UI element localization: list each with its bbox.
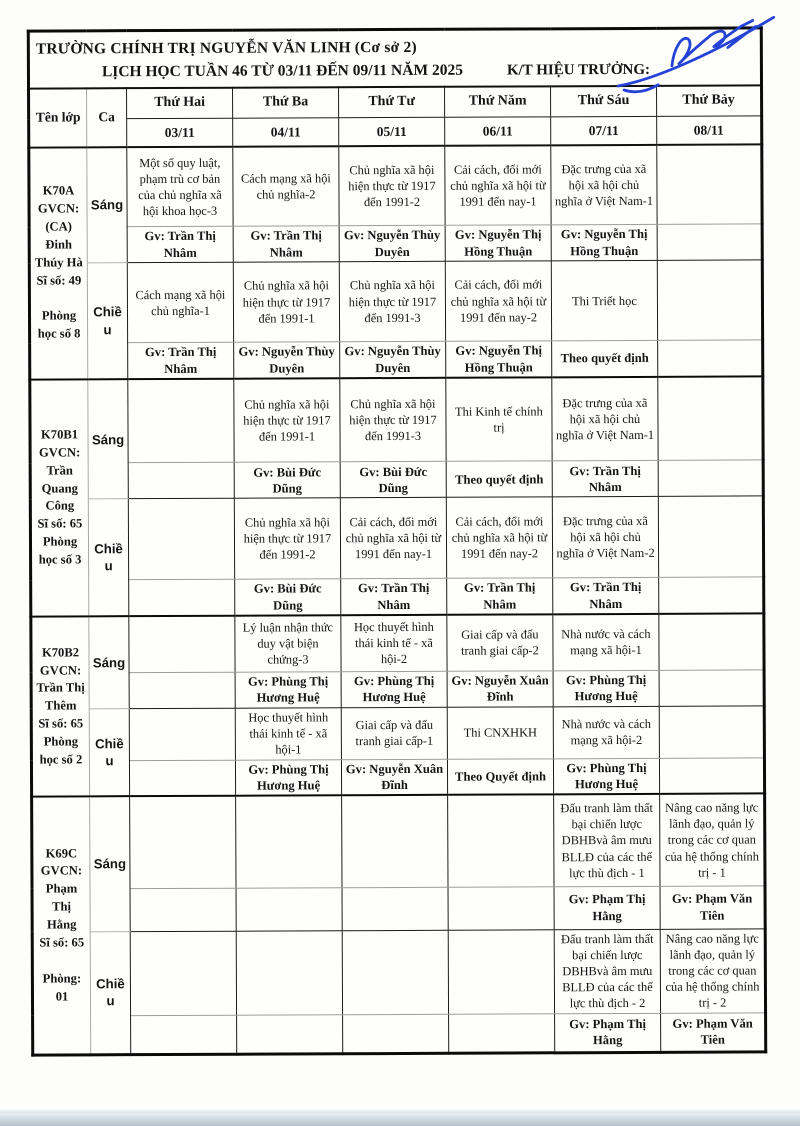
subject-cell: Học thuyết hình thái kinh tế - xã hội-2 (341, 615, 447, 671)
subject-cell: Đặc trưng của xã hội xã hội chủ nghĩa ở Việt Nam-1 (551, 144, 657, 224)
subject-cell: Chủ nghĩa xã hội hiện thực từ 1917 đến 1991-2 (234, 498, 340, 579)
subject-cell (236, 931, 342, 1015)
teacher-cell: Gv: Trần Thị Nhâm (553, 578, 659, 615)
teacher-cell: Gv: Nguyễn Thùy Duyên (340, 341, 446, 378)
subject-cell: Cải cách, đổi mới chủ nghĩa xã hội từ 1991 đến nay-1 (340, 498, 446, 579)
schedule-title: LỊCH HỌC TUẦN 46 TỪ 03/11 ĐẾN 09/11 NĂM 2025 (101, 61, 463, 81)
subject-cell: Đấu tranh làm thất bại chiến lược DBHBvà âm mưu BLLĐ của các thế lực thù địch - 1 (554, 794, 660, 886)
title-band (28, 28, 761, 88)
subject-cell: Nâng cao năng lực lãnh đạo, quản lý trong các cơ quan của hệ thống chính trị - 1 (660, 794, 765, 886)
subject-cell: Một số quy luật, phạm trù cơ bản của chủ nghĩa xã hội khoa học-3 (127, 146, 233, 226)
day-header: Thứ Hai (127, 87, 233, 118)
day-header: Thứ Sáu (551, 85, 657, 116)
session-label-chieu: Chiều (89, 708, 129, 796)
teacher-cell (449, 1014, 555, 1053)
day-header: Thứ Năm (445, 86, 551, 117)
subject-cell (659, 613, 764, 669)
subject-cell: Thi Kinh tế chính trị (446, 377, 552, 461)
teacher-cell (659, 669, 764, 705)
session-label-sang: Sáng (89, 616, 129, 708)
teacher-cell (128, 463, 234, 499)
teacher-cell: Gv: Phùng Thị Hương Huệ (553, 758, 659, 795)
subject-cell: Giai cấp và đấu tranh giai cấp-1 (341, 707, 447, 759)
session-label-chieu: Chiều (90, 931, 131, 1054)
scan-edge-artifact (0, 1113, 800, 1126)
subject-cell (659, 705, 764, 757)
approver-label: K/T HIỆU TRƯỞNG: (506, 62, 651, 79)
class-info-k69c: K69C GVCN: Phạm Thị Hằng Sĩ số: 65 Phòng: 01 (32, 797, 91, 1055)
teacher-cell: Theo quyết định (446, 461, 552, 497)
teacher-cell: Gv: Nguyễn Thùy Duyên (234, 342, 340, 379)
subject-cell: Cải cách, đổi mới chủ nghĩa xã hội từ 1991 đến nay-2 (445, 261, 551, 341)
subject-cell: Học thuyết hình thái kinh tế - xã hội-1 (235, 707, 341, 759)
teacher-cell: Gv: Phùng Thị Hương Huệ (235, 671, 341, 707)
teacher-cell: Gv: Phùng Thị Hương Huệ (235, 759, 341, 796)
teacher-cell: Gv: Trần Thị Nhâm (552, 461, 658, 497)
teacher-cell (130, 888, 236, 931)
class-info-k70a: K70A GVCN: (CA) Đinh Thúy Hà Sĩ số: 49 Phòng học số 8 (29, 147, 88, 379)
subject-cell: Chủ nghĩa xã hội hiện thực từ 1917 đến 1991-3 (340, 378, 446, 462)
subject-cell: Chủ nghĩa xã hội hiện thực từ 1917 đến 1991-1 (233, 262, 339, 342)
day-header: Thứ Ba (233, 87, 339, 118)
subject-cell: Thi Triết học (551, 260, 657, 340)
subject-cell: Chủ nghĩa xã hội hiện thực từ 1917 đến 1991-3 (339, 261, 445, 341)
school-name: TRƯỜNG CHÍNH TRỊ NGUYỄN VĂN LINH (Cơ sở 2) (35, 38, 417, 58)
subject-cell: Nhà nước và cách mạng xã hội-1 (553, 614, 659, 670)
subject-cell: Đặc trưng của xã hội xã hội chủ nghĩa ở Việt Nam-1 (552, 377, 658, 461)
teacher-cell (658, 460, 763, 496)
teacher-cell: Gv: Phạm Thị Hằng (554, 886, 660, 929)
teacher-cell: Gv: Trần Thị Nhâm (128, 342, 234, 379)
teacher-cell: Gv: Phạm Văn Tiên (660, 886, 765, 929)
teacher-cell (129, 760, 235, 797)
subject-cell: Thi CNXHKH (447, 706, 553, 758)
class-info-k70b1: K70B1 GVCN: Trần Quang Công Sĩ số: 65 Phòng học số 3 (30, 379, 89, 616)
session-label-sang: Sáng (87, 147, 128, 263)
teacher-cell (129, 672, 235, 708)
teacher-cell: Gv: Nguyễn Thị Hồng Thuận (446, 341, 552, 378)
teacher-cell: Gv: Nguyễn Thị Hồng Thuận (445, 225, 551, 261)
subject-cell (129, 616, 235, 672)
subject-cell: Cách mạng xã hội chủ nghĩa-1 (127, 262, 233, 342)
date-header: 04/11 (233, 118, 339, 146)
subject-cell (448, 930, 554, 1014)
schedule-sheet (27, 26, 765, 1056)
teacher-cell: Gv: Phùng Thị Hương Huệ (341, 671, 447, 707)
subject-cell: Đấu tranh làm thất bại chiến lược DBHBvà âm mưu BLLĐ của các thế lực thù địch - 2 (554, 929, 660, 1013)
date-header: 06/11 (445, 117, 551, 145)
teacher-cell: Theo quyết định (552, 340, 658, 377)
subject-cell: Lý luận nhận thức duy vật biện chứng-3 (235, 615, 341, 671)
day-header: Thứ Bảy (657, 85, 762, 116)
subject-cell (236, 796, 342, 888)
subject-cell: Chủ nghĩa xã hội hiện thực từ 1917 đến 1991-1 (234, 378, 340, 462)
teacher-cell: Gv: Nguyễn Thị Hồng Thuận (551, 224, 657, 260)
teacher-cell: Gv: Trần Thị Nhâm (127, 226, 233, 262)
teacher-cell: Gv: Bùi Đức Dũng (234, 462, 340, 498)
subject-cell (657, 260, 762, 340)
teacher-cell (343, 1014, 449, 1053)
subject-cell (657, 144, 762, 224)
subject-cell (342, 930, 448, 1014)
session-label-chieu: Chiều (87, 263, 128, 379)
subject-cell (658, 376, 763, 460)
teacher-cell (236, 888, 342, 931)
subject-cell (128, 499, 234, 580)
subject-cell (342, 795, 448, 887)
teacher-cell: Gv: Bùi Đức Dũng (235, 579, 341, 616)
class-column-header: Tên lớp (29, 88, 87, 147)
teacher-cell (342, 887, 448, 930)
teacher-cell (448, 887, 554, 930)
session-column-header: Ca (87, 88, 127, 147)
teacher-cell (657, 224, 762, 260)
subject-cell (129, 708, 235, 760)
subject-cell: Nhà nước và cách mạng xã hội-2 (553, 706, 659, 758)
date-header: 05/11 (339, 117, 445, 145)
session-label-chieu: Chiều (88, 499, 129, 616)
teacher-cell: Gv: Nguyễn Thùy Duyên (339, 225, 445, 261)
teacher-cell (131, 1015, 237, 1054)
subject-cell (448, 795, 554, 887)
teacher-cell: Gv: Trần Thị Nhâm (447, 578, 553, 615)
subject-cell (128, 379, 234, 463)
teacher-cell: Gv: Bùi Đức Dũng (340, 462, 446, 498)
class-info-k70b2: K70B2 GVCN: Trần Thị Thêm Sĩ số: 65 Phòng học số 2 (31, 616, 90, 796)
date-header: 07/11 (551, 116, 657, 144)
subject-cell: Cải cách, đổi mới chủ nghĩa xã hội từ 1991 đến nay-2 (446, 497, 552, 578)
subject-cell: Cải cách, đổi mới chủ nghĩa xã hội từ 1991 đến nay-1 (445, 145, 551, 225)
subject-cell: Chủ nghĩa xã hội hiện thực từ 1917 đến 1991-2 (339, 145, 445, 225)
teacher-cell: Gv: Nguyễn Xuân Đĩnh (341, 759, 447, 796)
teacher-cell: Gv: Trần Thị Nhâm (233, 226, 339, 262)
date-header: 03/11 (127, 118, 233, 146)
subject-cell: Đặc trưng của xã hội xã hội chủ nghĩa ở Việt Nam-2 (552, 497, 658, 578)
subject-cell (658, 496, 763, 577)
session-label-sang: Sáng (90, 796, 131, 931)
teacher-cell: Gv: Phạm Văn Tiên (661, 1013, 766, 1052)
subject-cell (130, 796, 236, 888)
teacher-cell (659, 577, 764, 614)
teacher-cell: Gv: Nguyễn Xuân Đĩnh (447, 670, 553, 706)
subject-cell: Giai cấp và đấu tranh giai cấp-2 (447, 614, 553, 670)
teacher-cell (658, 340, 763, 377)
subject-cell (130, 931, 236, 1015)
teacher-cell (237, 1015, 343, 1054)
day-header: Thứ Tư (339, 86, 445, 117)
teacher-cell: Gv: Trần Thị Nhâm (341, 579, 447, 616)
subject-cell: Cách mạng xã hội chủ nghĩa-2 (233, 146, 339, 226)
teacher-cell (129, 580, 235, 617)
subject-cell: Nâng cao năng lực lãnh đạo, quản lý trong các cơ quan của hệ thống chính trị - 2 (660, 929, 765, 1013)
teacher-cell: Gv: Phùng Thị Hương Huệ (553, 670, 659, 706)
date-header: 08/11 (657, 116, 762, 144)
teacher-cell: Gv: Phạm Thị Hằng (555, 1013, 661, 1052)
weekly-schedule-table (27, 26, 768, 1056)
session-label-sang: Sáng (88, 379, 129, 499)
teacher-cell (659, 757, 764, 794)
teacher-cell: Theo Quyết định (447, 758, 553, 795)
